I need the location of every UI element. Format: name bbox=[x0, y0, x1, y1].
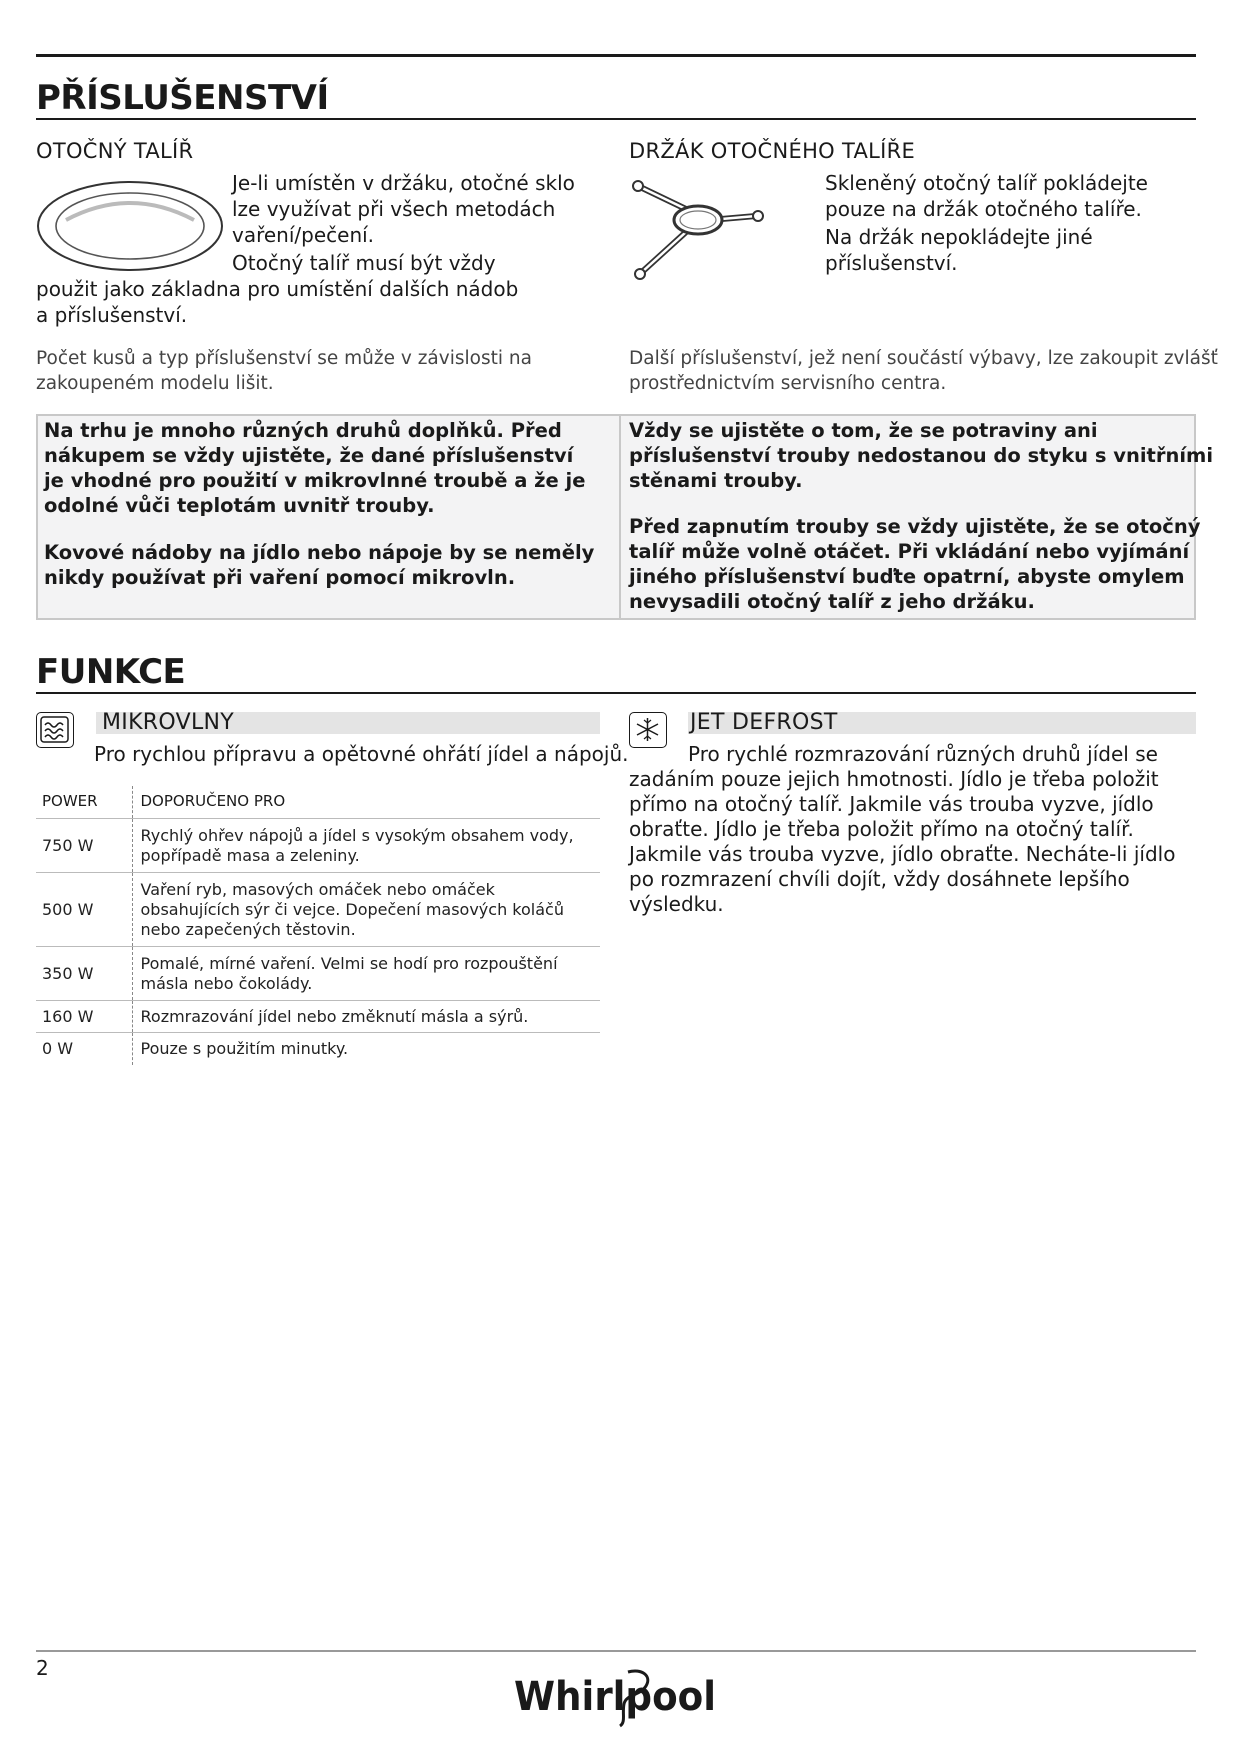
recommendation-line: Rozmrazování jídel nebo změknutí másla a sýrů. bbox=[140, 1006, 529, 1026]
recommendation-cell bbox=[132, 873, 600, 947]
microwave-title: MIKROVLNY bbox=[102, 710, 235, 735]
warning-left-p1-line-1: Na trhu je mnoho různých druhů doplňků. Před bbox=[44, 419, 562, 442]
power-table-header-row bbox=[36, 786, 600, 819]
power-value: 750 W bbox=[36, 819, 132, 873]
power-value: 0 W bbox=[36, 1033, 132, 1065]
warning-right-p1-line-2: příslušenství trouby nedostanou do styku s vnitřními bbox=[629, 444, 1214, 467]
jet-defrost-line-7: výsledku. bbox=[629, 892, 724, 916]
turntable-support-icon bbox=[628, 170, 768, 286]
warning-divider bbox=[619, 416, 621, 618]
turntable-title: OTOČNÝ TALÍŘ bbox=[36, 139, 194, 163]
turntable-line-6: a příslušenství. bbox=[36, 303, 188, 327]
microwave-waves-icon bbox=[36, 712, 74, 748]
page-number: 2 bbox=[36, 1656, 49, 1680]
recommendation-cell bbox=[132, 1001, 600, 1033]
support-line-3: Na držák nepokládejte jiné bbox=[825, 225, 1093, 249]
jet-defrost-line-6: po rozmrazení chvíli dojít, vždy dosáhnete lepšího bbox=[629, 867, 1130, 891]
functions-title: FUNKCE bbox=[36, 652, 186, 692]
accessories-title: PŘÍSLUŠENSTVÍ bbox=[36, 78, 329, 118]
recommendation-cell bbox=[132, 1033, 600, 1065]
support-title: DRŽÁK OTOČNÉHO TALÍŘE bbox=[629, 139, 916, 163]
note-left-line-1: Počet kusů a typ příslušenství se může v závislosti na bbox=[36, 348, 532, 369]
microwave-description: Pro rychlou přípravu a opětovné ohřátí jídel a nápojů. bbox=[94, 742, 629, 766]
jet-defrost-line-4: obraťte. Jídlo je třeba položit přímo na otočný talíř. bbox=[629, 817, 1134, 841]
turntable-line-2: lze využívat při všech metodách bbox=[232, 197, 556, 221]
note-right-line-1: Další příslušenství, jež není součástí výbavy, lze zakoupit zvlášť bbox=[629, 348, 1218, 369]
recommendation-line: popřípadě masa a zeleniny. bbox=[140, 845, 360, 865]
warning-right-p2-line-2: talíř může volně otáčet. Při vkládání nebo vyjímání bbox=[629, 540, 1190, 563]
whirlpool-logo bbox=[510, 1664, 720, 1728]
jet-defrost-title: JET DEFROST bbox=[690, 710, 838, 735]
warning-left-p1-line-4: odolné vůči teplotám uvnitř trouby. bbox=[44, 494, 435, 517]
power-value: 350 W bbox=[36, 947, 132, 1001]
jet-defrost-line-5: Jakmile vás trouba vyzve, jídlo obraťte. Necháte-li jídlo bbox=[629, 842, 1176, 866]
warning-right-p1-line-1: Vždy se ujistěte o tom, že se potraviny ani bbox=[629, 419, 1098, 442]
recommendation-cell bbox=[132, 947, 600, 1001]
turntable-line-4: Otočný talíř musí být vždy bbox=[232, 251, 496, 275]
jet-defrost-line-2: zadáním pouze jejich hmotnosti. Jídlo je třeba položit bbox=[629, 767, 1159, 791]
turntable-line-5: použit jako základna pro umístění dalších nádob bbox=[36, 277, 519, 301]
turntable-line-1: Je-li umístěn v držáku, otočné sklo bbox=[232, 171, 575, 195]
table-row bbox=[36, 1001, 600, 1033]
warning-left-p2-line-2: nikdy používat při vaření pomocí mikrovln. bbox=[44, 566, 516, 589]
recommended-column-header: DOPORUČENO PRO bbox=[132, 786, 600, 819]
warning-left-p1-line-3: je vhodné pro použití v mikrovlnné troubě a že je bbox=[44, 469, 586, 492]
functions-rule bbox=[36, 692, 1196, 694]
table-row bbox=[36, 819, 600, 873]
top-rule bbox=[36, 54, 1196, 57]
table-row bbox=[36, 1033, 600, 1065]
recommendation-line: nebo zapečených těstovin. bbox=[140, 919, 356, 939]
power-column-header: POWER bbox=[36, 786, 132, 819]
warning-right-p1-line-3: stěnami trouby. bbox=[629, 469, 803, 492]
recommendation-line: Pouze s použitím minutky. bbox=[140, 1038, 349, 1058]
brand-text: Whirlpool bbox=[514, 1674, 716, 1720]
power-value: 500 W bbox=[36, 873, 132, 947]
power-table bbox=[36, 786, 600, 1065]
recommendation-line: obsahujících sýr či vejce. Dopečení masových koláčů bbox=[140, 899, 564, 919]
accessories-rule bbox=[36, 118, 1196, 120]
warning-left-p1-line-2: nákupem se vždy ujistěte, že dané příslušenství bbox=[44, 444, 574, 467]
jet-defrost-line-3: přímo na otočný talíř. Jakmile vás trouba vyzve, jídlo bbox=[629, 792, 1154, 816]
recommendation-cell bbox=[132, 819, 600, 873]
warning-right-p2-line-3: jiného příslušenství buďte opatrní, abyste omylem bbox=[629, 565, 1185, 588]
table-row bbox=[36, 947, 600, 1001]
power-value: 160 W bbox=[36, 1001, 132, 1033]
recommendation-line: Vaření ryb, masových omáček nebo omáček bbox=[140, 879, 495, 899]
support-line-2: pouze na držák otočného talíře. bbox=[825, 197, 1142, 221]
turntable-icon bbox=[34, 176, 226, 276]
note-left-line-2: zakoupeném modelu lišit. bbox=[36, 373, 274, 394]
recommendation-line: másla nebo čokolády. bbox=[140, 973, 313, 993]
turntable-line-3: vaření/pečení. bbox=[232, 223, 375, 247]
footer-rule bbox=[36, 1650, 1196, 1652]
jet-defrost-line-1: Pro rychlé rozmrazování různých druhů jídel se bbox=[688, 742, 1158, 766]
support-line-4: příslušenství. bbox=[825, 251, 958, 275]
snowflake-icon bbox=[629, 712, 667, 748]
table-row bbox=[36, 873, 600, 947]
warning-left-p2-line-1: Kovové nádoby na jídlo nebo nápoje by se neměly bbox=[44, 541, 595, 564]
recommendation-line: Rychlý ohřev nápojů a jídel s vysokým obsahem vody, bbox=[140, 825, 574, 845]
warning-right-p2-line-4: nevysadili otočný talíř z jeho držáku. bbox=[629, 590, 1035, 613]
warning-right-p2-line-1: Před zapnutím trouby se vždy ujistěte, že se otočný bbox=[629, 515, 1201, 538]
recommendation-line: Pomalé, mírné vaření. Velmi se hodí pro rozpouštění bbox=[140, 953, 558, 973]
support-line-1: Skleněný otočný talíř pokládejte bbox=[825, 171, 1148, 195]
note-right-line-2: prostřednictvím servisního centra. bbox=[629, 373, 947, 394]
